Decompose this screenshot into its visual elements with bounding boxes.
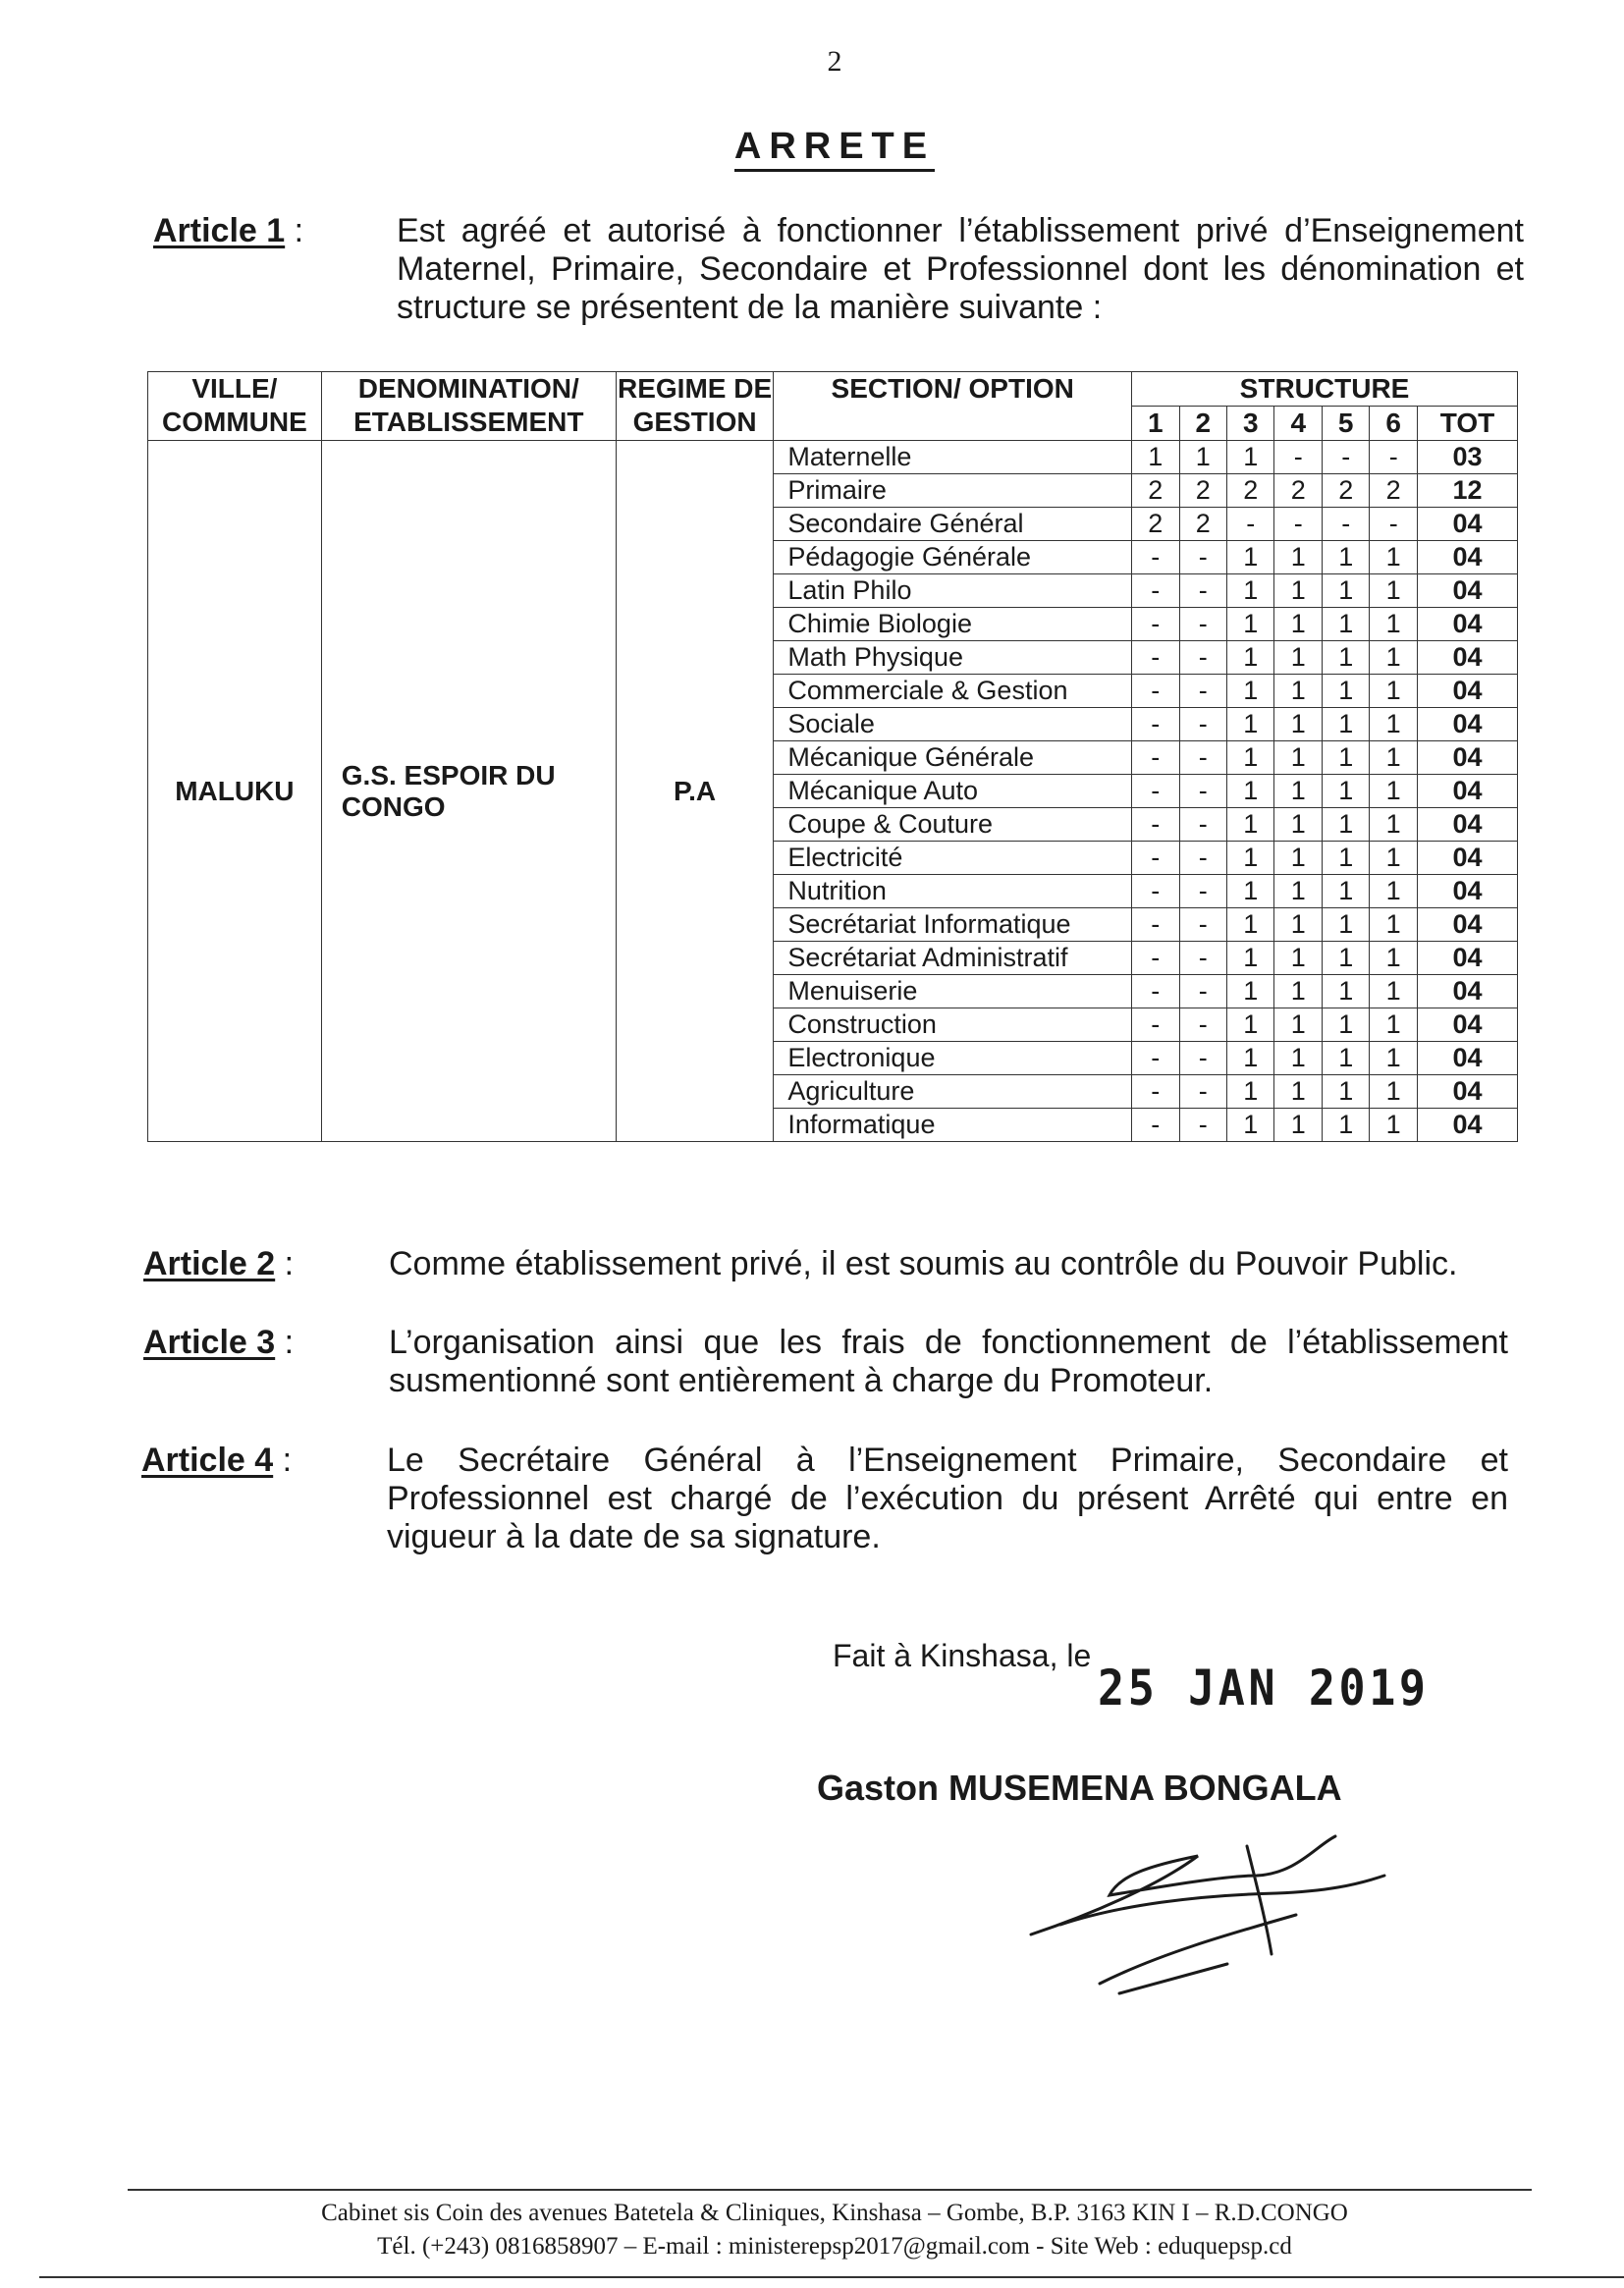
cell-section: Pédagogie Générale: [774, 541, 1132, 574]
cell-level-5: 1: [1322, 942, 1369, 975]
cell-level-6: 1: [1370, 842, 1417, 875]
header-col-4: 4: [1274, 407, 1322, 441]
cell-section: Commerciale & Gestion: [774, 675, 1132, 708]
header-col-3: 3: [1227, 407, 1274, 441]
cell-section: Chimie Biologie: [774, 608, 1132, 641]
cell-level-6: 1: [1370, 741, 1417, 775]
header-section: SECTION/ OPTION: [774, 372, 1132, 441]
cell-level-1: -: [1132, 1075, 1179, 1109]
cell-level-2: -: [1179, 908, 1226, 942]
cell-regime: P.A: [616, 441, 774, 1142]
cell-total: 03: [1417, 441, 1517, 474]
cell-level-3: 1: [1227, 775, 1274, 808]
cell-total: 04: [1417, 641, 1517, 675]
cell-level-3: 1: [1227, 808, 1274, 842]
cell-level-6: 1: [1370, 1042, 1417, 1075]
article-3-label: Article 3 :: [143, 1324, 295, 1361]
cell-level-6: 1: [1370, 574, 1417, 608]
cell-level-6: 1: [1370, 975, 1417, 1008]
header-col-tot: TOT: [1417, 407, 1517, 441]
cell-level-4: 2: [1274, 474, 1322, 508]
cell-total: 04: [1417, 708, 1517, 741]
cell-level-1: -: [1132, 741, 1179, 775]
cell-level-5: 1: [1322, 641, 1369, 675]
cell-level-4: 1: [1274, 1008, 1322, 1042]
cell-level-1: 1: [1132, 441, 1179, 474]
cell-level-2: 1: [1179, 441, 1226, 474]
cell-section: Mécanique Auto: [774, 775, 1132, 808]
cell-level-6: 1: [1370, 541, 1417, 574]
header-denomination: DENOMINATION/ ETABLISSEMENT: [321, 372, 616, 441]
cell-level-3: 1: [1227, 875, 1274, 908]
cell-section: Construction: [774, 1008, 1132, 1042]
document-title: [0, 126, 1624, 168]
cell-level-2: -: [1179, 641, 1226, 675]
cell-section: Menuiserie: [774, 975, 1132, 1008]
cell-level-4: 1: [1274, 942, 1322, 975]
cell-level-2: -: [1179, 608, 1226, 641]
cell-level-3: 1: [1227, 741, 1274, 775]
cell-level-3: 1: [1227, 574, 1274, 608]
cell-level-5: -: [1322, 508, 1369, 541]
cell-level-1: -: [1132, 1109, 1179, 1142]
cell-total: 12: [1417, 474, 1517, 508]
cell-level-1: -: [1132, 875, 1179, 908]
header-col-1: 1: [1132, 407, 1179, 441]
header-regime: REGIME DE GESTION: [616, 372, 774, 441]
cell-level-6: 1: [1370, 1109, 1417, 1142]
structure-table: [147, 371, 1518, 1142]
table-header-row: [148, 372, 1518, 407]
article-1-text: Est agréé et autorisé à fonctionner l’établissement privé d’Enseignement Maternel, Primaire, Secondaire et Professionnel dont les dénomination et structure se présentent de la manière suivante :: [397, 212, 1524, 326]
cell-level-3: 2: [1227, 474, 1274, 508]
page-number: 2: [827, 45, 842, 78]
article-2: [143, 1245, 1518, 1290]
header-col-5: 5: [1322, 407, 1369, 441]
cell-section: Agriculture: [774, 1075, 1132, 1109]
article-3: [143, 1324, 1518, 1412]
cell-level-2: -: [1179, 842, 1226, 875]
cell-level-4: 1: [1274, 775, 1322, 808]
cell-level-3: 1: [1227, 608, 1274, 641]
cell-level-5: 1: [1322, 775, 1369, 808]
header-col-2: 2: [1179, 407, 1226, 441]
cell-level-2: -: [1179, 808, 1226, 842]
cell-level-5: 1: [1322, 1008, 1369, 1042]
cell-level-4: 1: [1274, 1042, 1322, 1075]
cell-level-1: -: [1132, 975, 1179, 1008]
title-text: ARRETE: [734, 126, 935, 172]
cell-section: Sociale: [774, 708, 1132, 741]
cell-total: 04: [1417, 975, 1517, 1008]
cell-level-5: -: [1322, 441, 1369, 474]
cell-level-1: -: [1132, 541, 1179, 574]
cell-level-6: 1: [1370, 1008, 1417, 1042]
cell-level-2: -: [1179, 942, 1226, 975]
article-4-text: Le Secrétaire Général à l’Enseignement Primaire, Secondaire et Professionnel est chargé de l’exécution du présent Arrêté qui entre en vigueur à la date de sa signature.: [387, 1442, 1508, 1555]
cell-level-5: 1: [1322, 541, 1369, 574]
cell-section: Electricité: [774, 842, 1132, 875]
cell-level-6: 1: [1370, 875, 1417, 908]
cell-level-2: -: [1179, 541, 1226, 574]
cell-level-4: 1: [1274, 541, 1322, 574]
cell-total: 04: [1417, 741, 1517, 775]
cell-level-4: 1: [1274, 608, 1322, 641]
cell-level-1: -: [1132, 1042, 1179, 1075]
cell-level-3: 1: [1227, 675, 1274, 708]
article-2-label: Article 2 :: [143, 1245, 295, 1282]
cell-level-5: 1: [1322, 908, 1369, 942]
cell-level-4: 1: [1274, 908, 1322, 942]
cell-level-5: 1: [1322, 875, 1369, 908]
cell-level-5: 1: [1322, 1075, 1369, 1109]
cell-level-3: 1: [1227, 641, 1274, 675]
cell-level-4: -: [1274, 508, 1322, 541]
cell-level-2: -: [1179, 708, 1226, 741]
cell-section: Primaire: [774, 474, 1132, 508]
cell-level-3: 1: [1227, 908, 1274, 942]
cell-level-6: 1: [1370, 775, 1417, 808]
cell-total: 04: [1417, 808, 1517, 842]
signer-name: Gaston MUSEMENA BONGALA: [817, 1768, 1342, 1808]
article-2-text: Comme établissement privé, il est soumis au contrôle du Pouvoir Public.: [389, 1245, 1458, 1282]
cell-level-4: 1: [1274, 741, 1322, 775]
cell-level-5: 2: [1322, 474, 1369, 508]
cell-level-4: 1: [1274, 1109, 1322, 1142]
article-1-label: Article 1 :: [153, 212, 304, 249]
cell-level-2: 2: [1179, 474, 1226, 508]
cell-total: 04: [1417, 775, 1517, 808]
cell-level-2: -: [1179, 875, 1226, 908]
cell-total: 04: [1417, 1109, 1517, 1142]
cell-level-1: -: [1132, 1008, 1179, 1042]
cell-level-6: 1: [1370, 942, 1417, 975]
cell-level-6: 1: [1370, 708, 1417, 741]
header-ville: VILLE/ COMMUNE: [148, 372, 322, 441]
signature-icon: [1001, 1817, 1414, 2013]
cell-level-2: -: [1179, 1008, 1226, 1042]
cell-section: Nutrition: [774, 875, 1132, 908]
cell-level-5: 1: [1322, 675, 1369, 708]
cell-level-6: -: [1370, 508, 1417, 541]
footer-contact: Tél. (+243) 0816858907 – E-mail : ministerepsp2017@gmail.com - Site Web : eduquepsp.cd: [377, 2233, 1292, 2260]
cell-total: 04: [1417, 508, 1517, 541]
cell-level-5: 1: [1322, 608, 1369, 641]
cell-level-4: -: [1274, 441, 1322, 474]
cell-total: 04: [1417, 908, 1517, 942]
cell-level-5: 1: [1322, 741, 1369, 775]
cell-level-1: -: [1132, 608, 1179, 641]
cell-level-6: 2: [1370, 474, 1417, 508]
cell-level-2: -: [1179, 741, 1226, 775]
cell-total: 04: [1417, 942, 1517, 975]
cell-total: 04: [1417, 1075, 1517, 1109]
cell-level-6: 1: [1370, 1075, 1417, 1109]
cell-level-2: -: [1179, 1042, 1226, 1075]
cell-level-3: 1: [1227, 842, 1274, 875]
cell-level-1: -: [1132, 675, 1179, 708]
article-4-label: Article 4 :: [141, 1442, 293, 1479]
cell-level-5: 1: [1322, 842, 1369, 875]
cell-level-6: 1: [1370, 675, 1417, 708]
cell-level-3: -: [1227, 508, 1274, 541]
article-1: [153, 212, 1528, 340]
cell-section: Secondaire Général: [774, 508, 1132, 541]
cell-level-2: -: [1179, 1109, 1226, 1142]
cell-level-4: 1: [1274, 641, 1322, 675]
cell-level-3: 1: [1227, 1008, 1274, 1042]
cell-total: 04: [1417, 574, 1517, 608]
cell-level-1: -: [1132, 574, 1179, 608]
cell-level-5: 1: [1322, 808, 1369, 842]
cell-section: Latin Philo: [774, 574, 1132, 608]
cell-level-2: -: [1179, 775, 1226, 808]
cell-level-3: 1: [1227, 541, 1274, 574]
cell-level-4: 1: [1274, 842, 1322, 875]
cell-level-3: 1: [1227, 1042, 1274, 1075]
cell-level-5: 1: [1322, 975, 1369, 1008]
cell-level-1: -: [1132, 808, 1179, 842]
cell-level-6: 1: [1370, 908, 1417, 942]
cell-level-1: -: [1132, 641, 1179, 675]
cell-level-4: 1: [1274, 1075, 1322, 1109]
table-row: [148, 441, 1518, 474]
header-col-6: 6: [1370, 407, 1417, 441]
table-body: [148, 441, 1518, 1142]
cell-level-1: -: [1132, 942, 1179, 975]
cell-level-4: 1: [1274, 675, 1322, 708]
cell-level-2: 2: [1179, 508, 1226, 541]
cell-section: Secrétariat Administratif: [774, 942, 1132, 975]
cell-level-3: 1: [1227, 1075, 1274, 1109]
cell-section: Electronique: [774, 1042, 1132, 1075]
article-3-text: L’organisation ainsi que les frais de fonctionnement de l’établissement susmentionné sont entièrement à charge du Promoteur.: [389, 1324, 1508, 1399]
article-4: [141, 1442, 1516, 1569]
cell-section: Maternelle: [774, 441, 1132, 474]
cell-level-5: 1: [1322, 1109, 1369, 1142]
cell-total: 04: [1417, 675, 1517, 708]
cell-level-6: 1: [1370, 641, 1417, 675]
cell-denomination: G.S. ESPOIR DU CONGO: [321, 441, 616, 1142]
bottom-divider: [39, 2276, 1624, 2278]
cell-level-3: 1: [1227, 975, 1274, 1008]
cell-total: 04: [1417, 541, 1517, 574]
cell-total: 04: [1417, 1042, 1517, 1075]
cell-level-1: 2: [1132, 474, 1179, 508]
cell-section: Informatique: [774, 1109, 1132, 1142]
cell-ville: MALUKU: [148, 441, 322, 1142]
cell-level-6: -: [1370, 441, 1417, 474]
cell-total: 04: [1417, 608, 1517, 641]
cell-level-3: 1: [1227, 1109, 1274, 1142]
cell-section: Coupe & Couture: [774, 808, 1132, 842]
cell-total: 04: [1417, 842, 1517, 875]
cell-level-5: 1: [1322, 574, 1369, 608]
date-stamp: 25 JAN 2019: [1098, 1660, 1430, 1716]
cell-level-4: 1: [1274, 574, 1322, 608]
header-structure: STRUCTURE: [1132, 372, 1518, 407]
cell-level-1: 2: [1132, 508, 1179, 541]
cell-level-2: -: [1179, 975, 1226, 1008]
cell-level-2: -: [1179, 574, 1226, 608]
cell-level-3: 1: [1227, 441, 1274, 474]
cell-level-1: -: [1132, 842, 1179, 875]
cell-total: 04: [1417, 875, 1517, 908]
cell-level-1: -: [1132, 908, 1179, 942]
cell-level-6: 1: [1370, 608, 1417, 641]
cell-level-6: 1: [1370, 808, 1417, 842]
place-text: Fait à Kinshasa, le: [833, 1638, 1092, 1673]
cell-level-3: 1: [1227, 708, 1274, 741]
cell-level-4: 1: [1274, 875, 1322, 908]
cell-level-4: 1: [1274, 975, 1322, 1008]
cell-section: Secrétariat Informatique: [774, 908, 1132, 942]
cell-total: 04: [1417, 1008, 1517, 1042]
cell-level-2: -: [1179, 1075, 1226, 1109]
cell-level-2: -: [1179, 675, 1226, 708]
cell-level-5: 1: [1322, 708, 1369, 741]
cell-level-1: -: [1132, 775, 1179, 808]
cell-level-4: 1: [1274, 708, 1322, 741]
footer-address: Cabinet sis Coin des avenues Batetela & Cliniques, Kinshasa – Gombe, B.P. 3163 KIN I – R.D.CONGO: [321, 2200, 1348, 2226]
cell-section: Mécanique Générale: [774, 741, 1132, 775]
cell-section: Math Physique: [774, 641, 1132, 675]
cell-level-4: 1: [1274, 808, 1322, 842]
cell-level-3: 1: [1227, 942, 1274, 975]
cell-level-1: -: [1132, 708, 1179, 741]
footer-divider: [128, 2189, 1532, 2191]
cell-level-5: 1: [1322, 1042, 1369, 1075]
